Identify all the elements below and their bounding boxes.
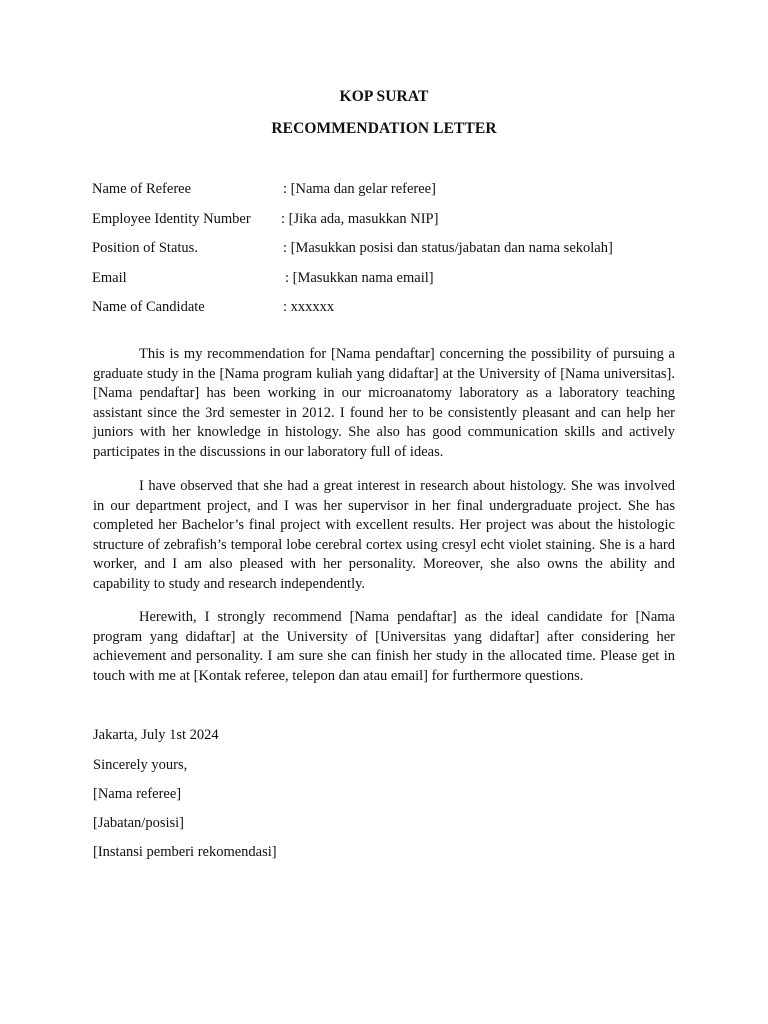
body-paragraph-2: I have observed that she had a great interest in research about histology. She was involved in our department project, and I was her supervisor in her final undergraduate project. She has completed her Bachelor’s final project with excellent results. Her project was about the histologic structure of zebrafish’s temporal lobe cerebral cortex using cresyl echt violet staining. She is a hard worker, and I am also pleased with her personality. Moreover, she also owns the ability and capability to study and research independently. (93, 478, 675, 592)
info-row-email (92, 268, 692, 298)
info-row-candidate (92, 297, 692, 327)
info-label: Position of Status. (92, 240, 198, 256)
body-paragraph-3: Herewith, I strongly recommend [Nama pendaftar] as the ideal candidate for [Nama program yang didaftar] at the University of [Universitas yang didaftar] after considering her achievement and personality. I am sure she can finish her study in the allocated time. Please get in touch with me at [Kontak referee, telepon dan atau email] for furthermore questions. (93, 609, 675, 684)
letter-title: RECOMMENDATION LETTER (271, 120, 497, 137)
info-label: Name of Candidate (92, 299, 205, 315)
info-label: Name of Referee (92, 181, 192, 197)
info-label: Employee Identity Number (92, 210, 251, 227)
info-value: : [Nama dan gelar referee] (283, 181, 436, 197)
info-value: : [Jika ada, masukkan NIP] (281, 210, 439, 227)
signer-position: [Jabatan/posisi] (93, 815, 185, 831)
referee-info-table (92, 179, 692, 327)
place-date: Jakarta, July 1st 2024 (93, 727, 219, 743)
info-value: : xxxxxx (283, 299, 335, 315)
letterhead-placeholder: KOP SURAT (339, 88, 429, 105)
info-value: : [Masukkan posisi dan status/jabatan dan nama sekolah] (283, 240, 613, 256)
info-value: : [Masukkan nama email] (285, 269, 434, 286)
info-row-employee-id (92, 209, 692, 239)
info-row-referee-name (92, 179, 692, 209)
info-row-position (92, 238, 692, 268)
signer-institution: [Instansi pemberi rekomendasi] (93, 844, 277, 860)
body-paragraph-1: This is my recommendation for [Nama pendaftar] concerning the possibility of pursuing a graduate study in the [Nama program kuliah yang didaftar] at the University of [Nama universitas]. [Nama pendaftar] has been working in our microanatomy laboratory as a laboratory teaching assistant since the 3rd semester in 2012. I found her to be consistently pleasant and can help her juniors with her knowledge in histology. She also has good communication skills and actively participates in the discussions in our laboratory full of ideas. (93, 346, 675, 460)
closing-salutation: Sincerely yours, (93, 757, 188, 773)
signer-name: [Nama referee] (93, 786, 182, 802)
info-label: Email (92, 269, 127, 286)
